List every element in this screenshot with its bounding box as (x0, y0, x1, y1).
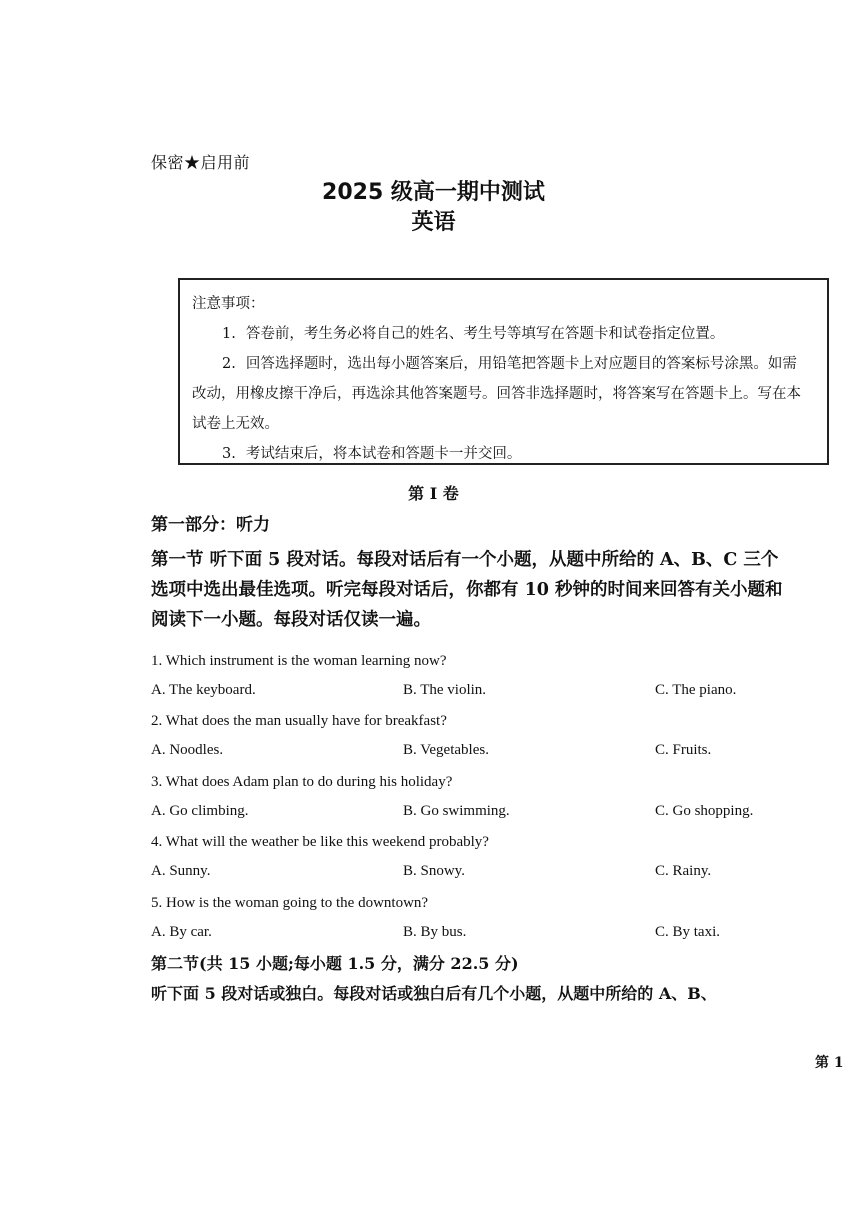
secrecy-mark: 保密★启用前 (151, 153, 251, 172)
notice-label: 注意事项： (192, 296, 265, 312)
option-row (151, 919, 831, 949)
question-text: 1. Which instrument is the woman learning now? (151, 652, 447, 669)
subject-title: 英语 (411, 210, 456, 235)
notice-item (192, 319, 811, 349)
question-text: 5. How is the woman going to the downtown? (151, 894, 429, 911)
option-row (151, 858, 831, 888)
section2-instruction: 听下面 5 段对话或独白。每段对话或独白后有几个小题，从题中所给的 A、B、 (151, 984, 717, 1003)
question-item (151, 707, 831, 738)
section1-instruction: 第一节 听下面 5 段对话。每段对话后有一个小题，从题中所给的 A、B、C 三个选项中选出最佳选项。听完每段对话后，你都有 10 秒钟的时间来回答有关小题和阅读下一小题。每段对话仅读一遍。 (151, 550, 783, 630)
question-item (151, 828, 831, 859)
notice-item-number: 2. (222, 356, 236, 372)
option-a: A. The keyboard. (151, 681, 256, 698)
question-text: 3. What does Adam plan to do during his holiday? (151, 773, 453, 790)
question-text: 2. What does the man usually have for breakfast? (151, 713, 447, 730)
page-number: 第 1 (815, 1055, 844, 1071)
notice-item-text: 考试结束后，将本试卷和答题卡一并交回。 (245, 446, 522, 462)
option-a: A. Sunny. (151, 863, 211, 879)
question-text: 4. What will the weather be like this weekend probably? (151, 834, 489, 851)
question-list (151, 646, 831, 949)
option-a: A. By car. (151, 923, 212, 940)
notice-item-text: 答卷前，考生务必将自己的姓名、考生号等填写在答题卡和试卷指定位置。 (245, 326, 725, 342)
volume-heading: 第 Ⅰ 卷 (408, 484, 459, 503)
part-heading: 第一部分：听力 (151, 515, 270, 535)
notice-item (192, 349, 811, 439)
notice-item-number: 1. (222, 326, 236, 342)
option-b: B. Go swimming. (403, 802, 510, 819)
option-row (151, 737, 831, 767)
option-row (151, 677, 831, 707)
option-row (151, 798, 831, 828)
question-item (151, 767, 831, 798)
option-c: C. By taxi. (655, 923, 721, 940)
notice-item-text: 回答选择题时，选出每小题答案后，用铅笔把答题卡上对应题目的答案标号涂黑。如需改动，用橡皮擦干净后，再选涂其他答案题号。回答非选择题时，将答案写在答题卡上。写在本试卷上无效。 (192, 356, 801, 432)
option-a: A. Noodles. (151, 742, 224, 758)
question-item (151, 646, 831, 677)
option-c: C. The piano. (655, 681, 737, 698)
option-b: B. Snowy. (403, 863, 465, 879)
option-c: C. Fruits. (655, 742, 712, 758)
section2-heading: 第二节(共 15 小题;每小题 1.5 分，满分 22.5 分) (151, 954, 519, 973)
option-b: B. The violin. (403, 681, 487, 698)
notice-item (192, 439, 811, 469)
notice-box (178, 278, 829, 465)
option-c: C. Go shopping. (655, 802, 754, 819)
question-item (151, 888, 831, 919)
option-a: A. Go climbing. (151, 802, 249, 819)
notice-item-number: 3. (222, 446, 236, 462)
exam-title: 2025 级高一期中测试 (322, 180, 545, 205)
option-c: C. Rainy. (655, 863, 712, 879)
option-b: B. By bus. (403, 923, 467, 940)
option-b: B. Vegetables. (403, 742, 489, 758)
